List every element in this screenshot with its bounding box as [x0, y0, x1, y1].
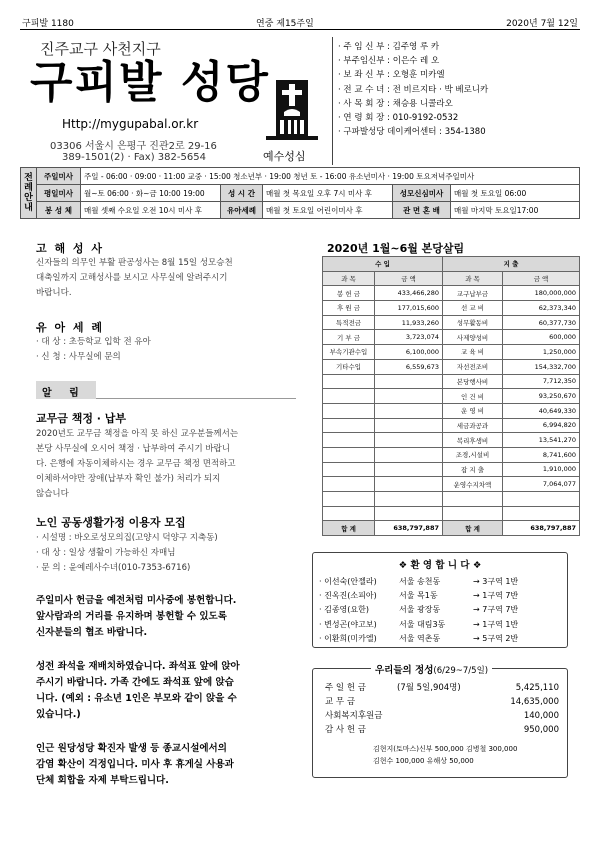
offering-label: 사회복지후원금	[325, 711, 383, 721]
finance-title: 2020년 1월~6월 본당살림	[327, 242, 465, 255]
text-line: 이체하셔야만 장애(납부자 확인 불가) 처리가 되지	[36, 474, 221, 484]
income-amount: 6,559,673	[375, 359, 443, 374]
parish-name: 구피발 성당	[30, 57, 270, 108]
text-line: 성전 좌석을 재배치하였습니다. 좌석표 앞에 앉아	[36, 661, 240, 672]
welcome-box	[312, 552, 568, 648]
welcome-area: 서울 역촌동	[399, 633, 441, 643]
issue-number: 구피발 1180	[22, 19, 74, 29]
liturgical-week: 연중 제15주일	[256, 19, 314, 29]
expense-amount	[503, 492, 580, 507]
staff-line: · 보 좌 신 부 : 오형훈 미카엘	[338, 70, 445, 81]
text-line: · 시설명 : 바오로성모의집(고양시 덕양구 지축동)	[36, 533, 218, 543]
offering-title: 우리들의 정성(6/29~7/5일)	[371, 662, 492, 676]
church-dues-text	[36, 427, 238, 502]
wedding-text: 매월 마지막 토요일17:00	[451, 202, 580, 219]
welcome-area: 서울 목1동	[399, 591, 438, 601]
weekday-label: 평일미사	[37, 185, 81, 202]
income-amount	[375, 447, 443, 462]
income-amount	[375, 462, 443, 477]
expense-amount: 93,250,670	[503, 389, 580, 404]
income-amount: 433,466,280	[375, 286, 443, 301]
infant-baptism-label: 유아세례	[221, 202, 263, 219]
text-line: 신자분들의 협조 바랍니다.	[36, 627, 148, 638]
issue-date: 2020년 7월 12일	[506, 19, 578, 29]
finance-row	[323, 374, 580, 389]
expense-amount: 1,250,000	[503, 345, 580, 360]
welcome-district: → 3구역 1반	[473, 577, 519, 586]
offering-note	[397, 723, 483, 737]
income-item: 특적전금	[323, 315, 375, 330]
divider	[332, 37, 334, 165]
income-amount: 6,100,000	[375, 345, 443, 360]
infant-baptism-text: 매월 첫 토요일 어린이미사 후	[263, 202, 393, 219]
expense-item: 조경,시설비	[443, 447, 503, 462]
infant-baptism-info	[36, 335, 151, 365]
welcome-name: · 이환희(미카엘)	[319, 633, 377, 643]
text-line: 단체 회합을 자제 부탁드립니다.	[36, 775, 169, 786]
welcome-name: · 김종영(요한)	[319, 605, 369, 615]
staff-line: · 연 령 회 장 : 010-9192-0532	[338, 113, 459, 124]
expense-item: 인 건 비	[443, 389, 503, 404]
parish-phone: 389-1501(2) · Fax) 382-5654	[62, 152, 206, 163]
expense-item	[443, 506, 503, 521]
sunday-times: 주일 - 06:00 · 09:00 · 11:00 교중 · 15:00 청소년부 · 19:00 청년 토 - 16:00 유소년미사 · 19:00 토요저녁주일미사	[81, 168, 580, 185]
income-item	[323, 506, 375, 521]
parish-url: Http://mygupabal.or.kr	[62, 117, 199, 131]
expense-item: 선 교 비	[443, 301, 503, 316]
church-dues-title: 교무금 책정 · 납부	[36, 412, 127, 425]
welcome-area: 서울 광장동	[399, 605, 441, 615]
finance-row	[323, 447, 580, 462]
income-item	[323, 492, 375, 507]
income-item: 기타수입	[323, 359, 375, 374]
income-amount	[375, 389, 443, 404]
expense-amount: 7,064,077	[503, 477, 580, 492]
income-item	[323, 403, 375, 418]
schedule-side-label: 전례안내	[21, 168, 37, 219]
expense-amount: 40,649,330	[503, 403, 580, 418]
col-amount: 금 액	[503, 271, 580, 286]
finance-table	[322, 256, 580, 536]
offering-label: 교 무 금	[325, 697, 356, 707]
staff-line: · 주 임 신 부 : 김주영 루 카	[338, 42, 440, 52]
sunday-label: 주일미사	[37, 168, 81, 185]
finance-row	[323, 389, 580, 404]
expense-amount: 600,000	[503, 330, 580, 345]
offering-list	[325, 681, 559, 737]
offering-amount: 950,000	[523, 725, 559, 735]
welcome-district: → 5구역 2반	[473, 633, 519, 643]
text-line: · 신 청 : 사무실에 문의	[36, 352, 121, 362]
divider	[96, 398, 296, 399]
expense-item: 세금과공과	[443, 418, 503, 433]
seating-notice	[36, 659, 240, 723]
parish-address: 03306 서울시 은평구 진관2로 29-16	[50, 141, 217, 152]
expense-amount: 8,741,600	[503, 447, 580, 462]
confession-title: 고 해 성 사	[36, 242, 104, 255]
income-item	[323, 447, 375, 462]
welcome-row	[319, 632, 563, 646]
offering-row	[325, 723, 559, 737]
expense-item: 성무활동비	[443, 315, 503, 330]
expense-amount	[503, 506, 580, 521]
income-item	[323, 389, 375, 404]
income-item: 후 원 금	[323, 301, 375, 316]
finance-row	[323, 359, 580, 374]
offering-note	[397, 695, 483, 709]
staff-list	[338, 40, 488, 139]
text-line: 2020년도 교무금 책정을 아직 못 하신 교우분들께서는	[36, 429, 239, 439]
expense-total: 638,797,887	[503, 521, 580, 536]
region-title: 진주교구 사천지구	[40, 40, 161, 58]
finance-row	[323, 462, 580, 477]
wedding-label: 관 면 혼 배	[393, 202, 451, 219]
mass-schedule-table	[20, 167, 580, 219]
text-line: 주시기 바랍니다. 가족 간에도 좌석표 앞에 앉습	[36, 677, 234, 688]
offering-label: 감 사 헌 금	[325, 725, 366, 735]
income-total: 638,797,887	[375, 521, 443, 536]
expense-amount: 60,377,730	[503, 315, 580, 330]
expense-amount: 154,332,700	[503, 359, 580, 374]
finance-row	[323, 506, 580, 521]
income-amount	[375, 403, 443, 418]
income-amount	[375, 374, 443, 389]
welcome-list	[319, 575, 563, 646]
welcome-area: 서울 대림3동	[399, 619, 446, 629]
income-item: 봉 헌 금	[323, 286, 375, 301]
finance-row	[323, 315, 580, 330]
finance-rows	[323, 286, 580, 521]
income-item: 기 부 금	[323, 330, 375, 345]
offering-amount: 5,425,110	[515, 683, 559, 693]
income-amount	[375, 418, 443, 433]
offering-row	[325, 709, 559, 723]
text-line: 앞사람과의 거리를 유지하며 봉헌할 수 있도록	[36, 611, 227, 622]
offering-label: 주 일 헌 금	[325, 683, 366, 693]
expense-item: 운영수지차액	[443, 477, 503, 492]
finance-row	[323, 418, 580, 433]
col-amount: 금 액	[375, 271, 443, 286]
infant-baptism-title: 유 아 세 례	[36, 321, 104, 334]
expense-item: 본당행사비	[443, 374, 503, 389]
welcome-row	[319, 603, 563, 617]
text-line: · 문 의 : 윤예레사수녀(010-7353-6716)	[36, 563, 191, 573]
welcome-district: → 7구역 7반	[473, 605, 519, 615]
expense-item: 운 영 비	[443, 403, 503, 418]
income-amount	[375, 492, 443, 507]
welcome-row	[319, 589, 563, 603]
text-line: 신자들의 의무인 부활 판공성사는 8월 15일 성모승천	[36, 258, 233, 268]
welcome-right-icon: ❖	[472, 560, 482, 571]
donor-list	[373, 743, 517, 767]
finance-row	[323, 301, 580, 316]
welcome-name: · 이선숙(안젤라)	[319, 577, 377, 586]
donor-line: 김현수 100,000 유해상 50,000	[373, 757, 474, 765]
expense-item: 복리후생비	[443, 433, 503, 448]
notice-banner: 알 림	[36, 381, 96, 399]
income-header: 수 입	[323, 257, 443, 272]
total-label: 합 계	[323, 521, 375, 536]
offering-amount: 14,635,000	[510, 697, 559, 707]
income-item	[323, 462, 375, 477]
income-amount	[375, 506, 443, 521]
expense-amount: 6,994,820	[503, 418, 580, 433]
text-line: 않습니다	[36, 489, 69, 499]
offering-box	[312, 665, 568, 778]
welcome-row	[319, 575, 563, 589]
income-item	[323, 433, 375, 448]
finance-row	[323, 330, 580, 345]
mother-mass-text: 매월 첫 토요일 06:00	[451, 185, 580, 202]
income-item	[323, 418, 375, 433]
infection-notice	[36, 741, 234, 789]
text-line: · 대 상 : 일상 생활이 가능하신 자매님	[36, 548, 176, 558]
text-line: 주일미사 헌금을 예전처럼 미사중에 봉헌합니다.	[36, 595, 237, 606]
finance-row	[323, 433, 580, 448]
expense-amount: 180,000,000	[503, 286, 580, 301]
expense-amount: 7,712,350	[503, 374, 580, 389]
total-label: 합 계	[443, 521, 503, 536]
finance-row	[323, 345, 580, 360]
expense-item	[443, 492, 503, 507]
confession-text	[36, 256, 233, 301]
offering-row	[325, 681, 559, 695]
finance-row	[323, 477, 580, 492]
text-line: 바랍니다.	[36, 288, 72, 298]
anoint-text: 매월 셋째 수요일 오전 10시 미사 후	[81, 202, 221, 219]
text-line: 있습니다.)	[36, 709, 81, 720]
col-item: 과 목	[323, 271, 375, 286]
offering-notice	[36, 593, 236, 641]
col-item: 과 목	[443, 271, 503, 286]
mother-mass-label: 성모신심미사	[393, 185, 451, 202]
finance-row	[323, 286, 580, 301]
welcome-name: · 변성곤(야고보)	[319, 619, 377, 629]
income-amount: 177,015,600	[375, 301, 443, 316]
welcome-area: 서울 송천동	[399, 577, 441, 586]
income-amount	[375, 477, 443, 492]
income-item	[323, 374, 375, 389]
offering-note	[397, 709, 483, 723]
donor-line: 김현지(토마스)신부 500,000 김병철 300,000	[373, 745, 518, 753]
finance-row	[323, 492, 580, 507]
welcome-district: → 1구역 7반	[473, 591, 519, 601]
top-bar	[20, 16, 580, 30]
income-amount: 11,933,260	[375, 315, 443, 330]
expense-amount: 62,373,340	[503, 301, 580, 316]
welcome-district: → 1구역 1반	[473, 619, 519, 629]
text-line: 대축일까지 고해성사를 보시고 사무실에 알려주시기	[36, 273, 228, 283]
welcome-title: ❖ 환 영 합 니 다 ❖	[398, 560, 482, 571]
offering-amount: 140,000	[523, 711, 559, 721]
expense-item: 교 육 비	[443, 345, 503, 360]
income-amount	[375, 433, 443, 448]
offering-note: (7월 5일,904명)	[397, 683, 461, 693]
expense-item: 자선전조비	[443, 359, 503, 374]
holy-hour-label: 성 시 간	[221, 185, 263, 202]
welcome-left-icon: ❖	[398, 560, 408, 571]
expense-item: 교구납부금	[443, 286, 503, 301]
welcome-row	[319, 618, 563, 632]
income-item: 부속기관수입	[323, 345, 375, 360]
elderly-home-title: 노인 공동생활가정 이용자 모집	[36, 516, 186, 529]
income-amount: 3,723,074	[375, 330, 443, 345]
expense-item: 잡 지 출	[443, 462, 503, 477]
income-item	[323, 477, 375, 492]
offering-row	[325, 695, 559, 709]
expense-amount: 13,541,270	[503, 433, 580, 448]
text-line: · 대 상 : 초등학교 입학 전 유아	[36, 337, 151, 347]
text-line: 인근 원당성당 확진자 발생 등 종교시설에서의	[36, 743, 227, 754]
text-line: 니다. (예외 : 유소년 1인은 부모와 같이 앉을 수	[36, 693, 237, 704]
text-line: 다. 은행에 자동이체하시는 경우 교무금 책정 면적하고	[36, 459, 236, 469]
expense-item: 사제양성비	[443, 330, 503, 345]
elderly-home-info	[36, 531, 218, 576]
text-line: 본당 사무실에 오시어 책정 · 납부하여 주시기 바랍니	[36, 444, 231, 454]
staff-line: · 구파발성당 데이케어센터 : 354-1380	[338, 127, 486, 138]
icon-caption: 예수성심	[263, 150, 306, 163]
expense-header: 지 출	[443, 257, 580, 272]
expense-amount: 1,910,000	[503, 462, 580, 477]
anoint-label: 봉 성 체	[37, 202, 81, 219]
staff-line: · 사 목 회 장 : 채승용 니콜라오	[338, 98, 453, 109]
staff-line: · 전 교 수 녀 : 전 비르지타 · 박 베로니카	[338, 84, 489, 95]
finance-row	[323, 403, 580, 418]
text-line: 감염 확산이 걱정입니다. 미사 후 휴게실 사용과	[36, 759, 234, 770]
welcome-name: · 진옥진(소피아)	[319, 591, 377, 601]
holy-hour-text: 매월 첫 목요일 오후 7시 미사 후	[263, 185, 393, 202]
staff-line: · 부주임신부 : 이은수 레 오	[338, 56, 440, 67]
sacred-heart-logo-icon	[258, 78, 326, 146]
weekday-times: 월~토 06:00 · 화~금 10:00 19:00	[81, 185, 221, 202]
